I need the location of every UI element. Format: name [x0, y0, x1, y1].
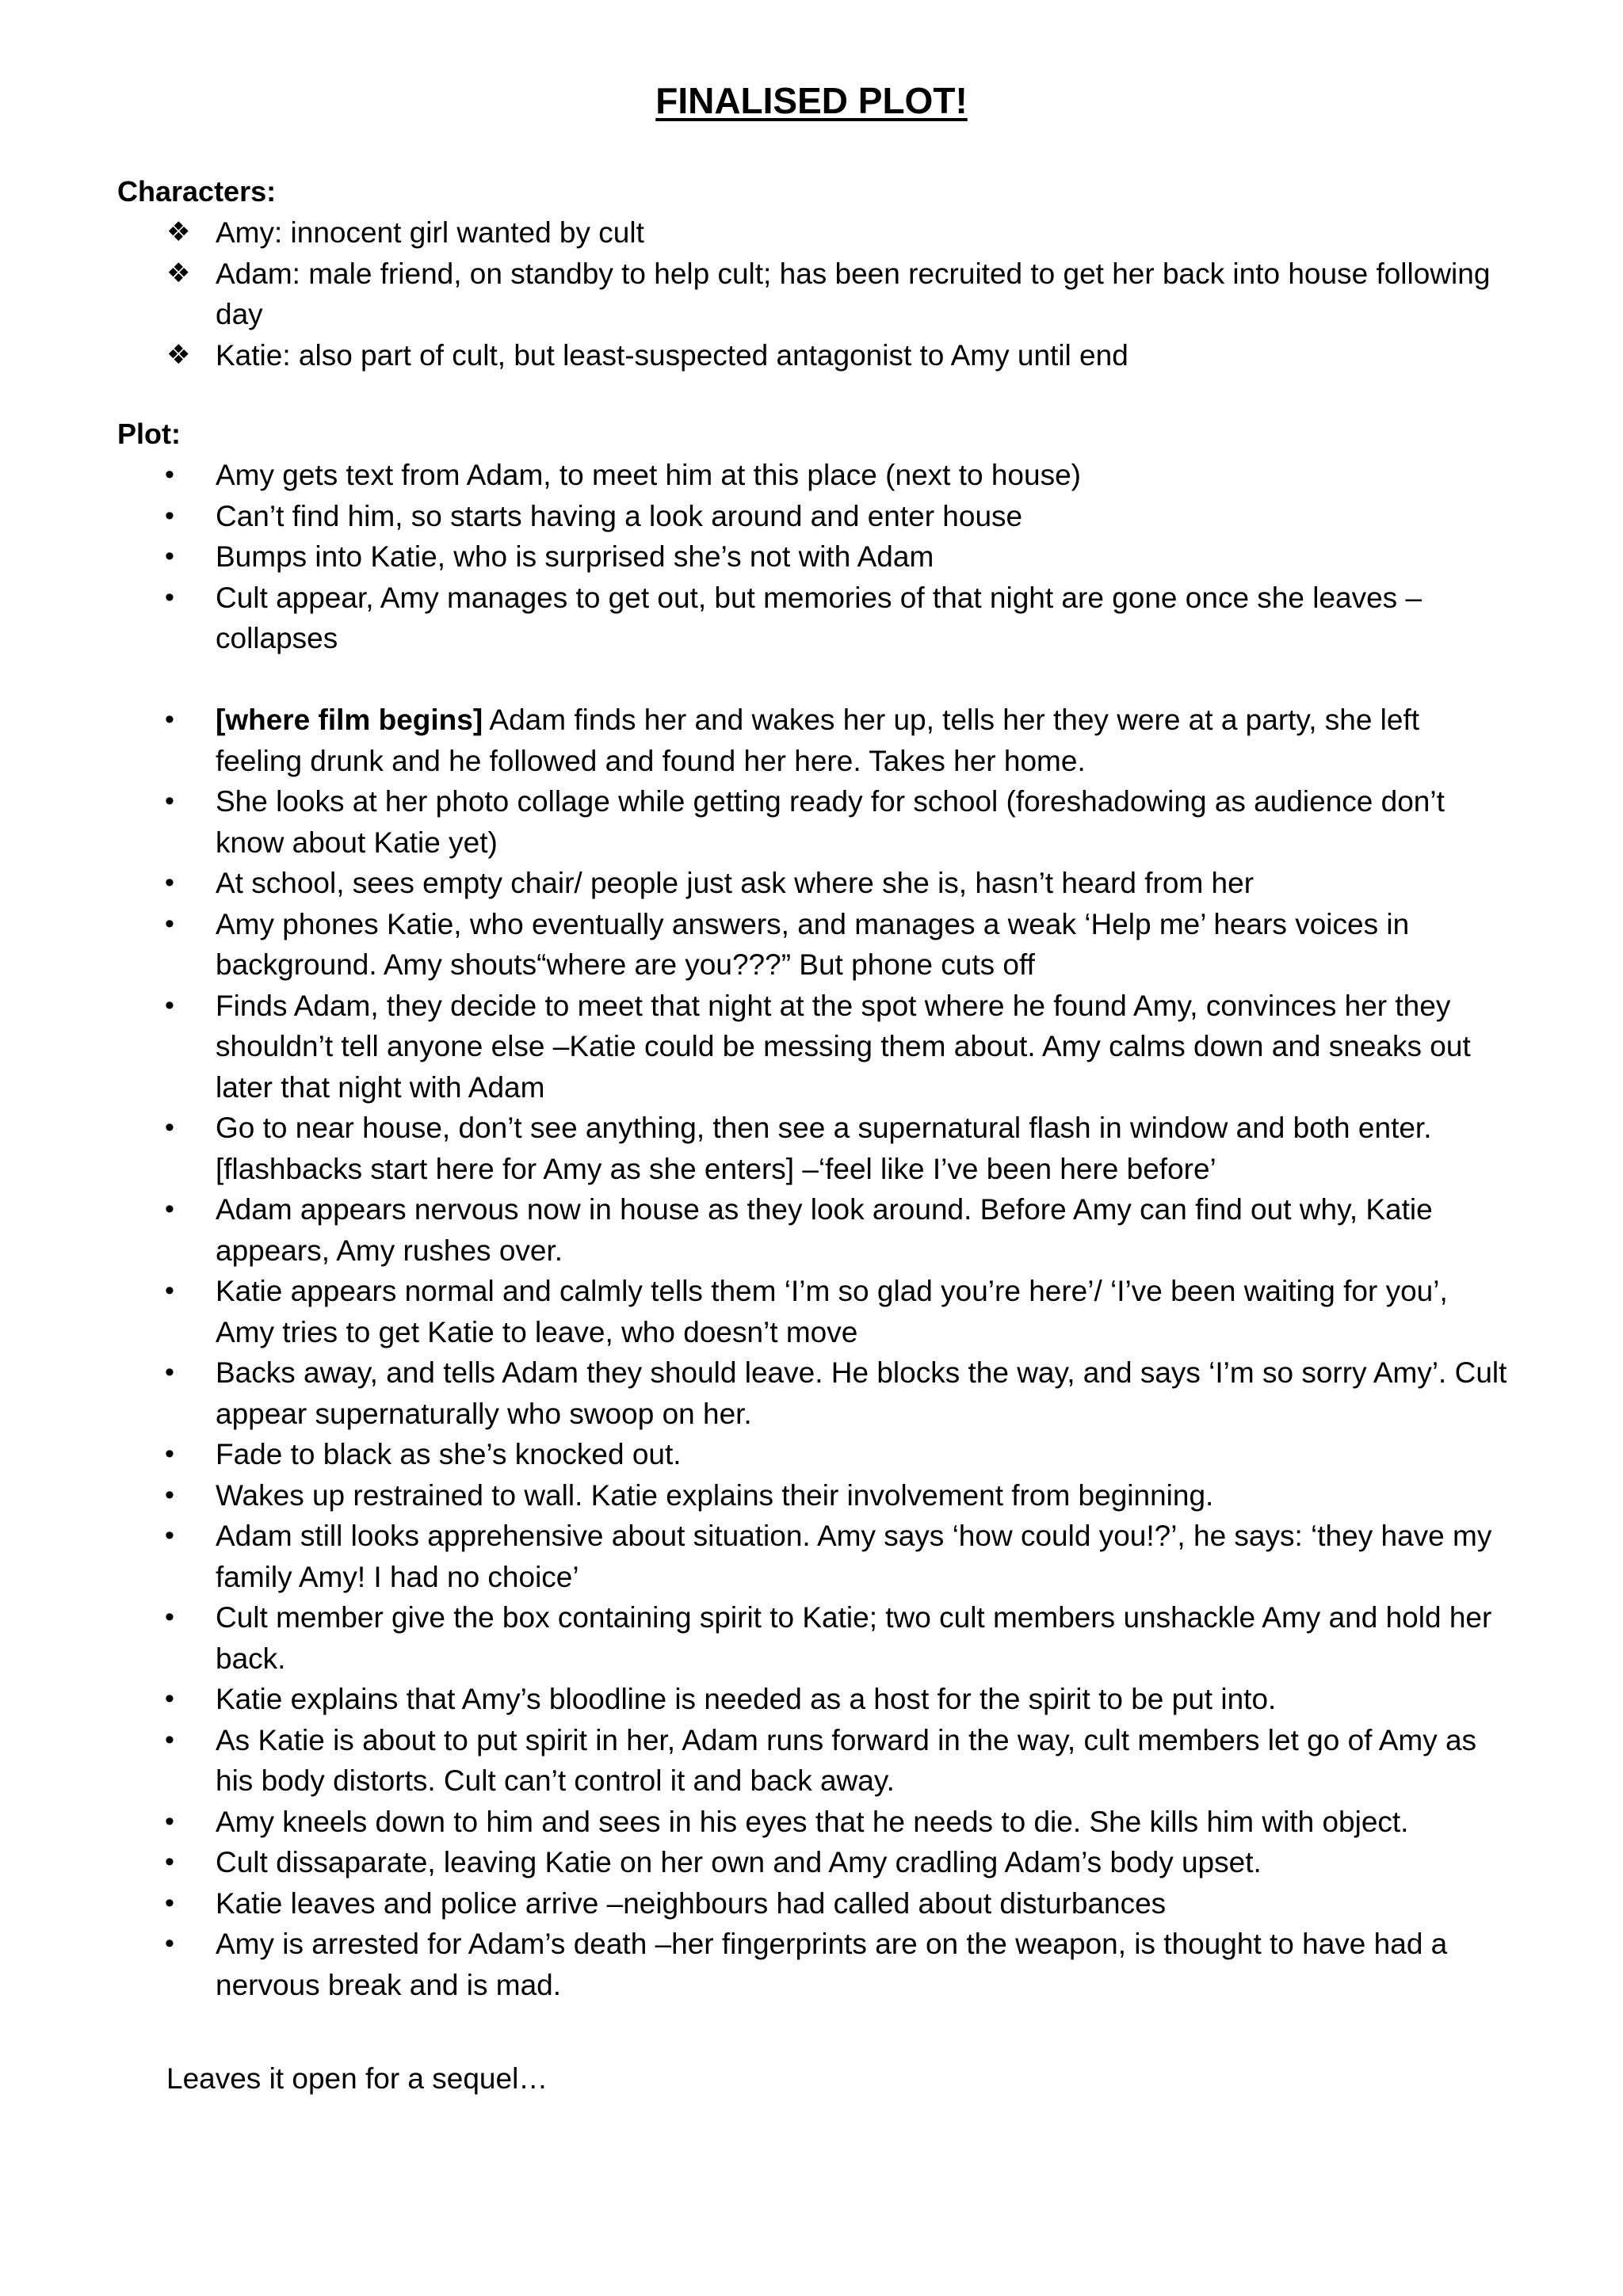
plot-item-text: Can’t find him, so starts having a look around and enter house [216, 499, 1023, 532]
plot-heading: Plot: [117, 418, 181, 450]
list-item [117, 863, 1512, 904]
bullet-icon: • [165, 1887, 174, 1918]
plot-item-text: Go to near house, don’t see anything, then see a supernatural flash in window and both enter. [flashbacks start here for Amy as she enters] –‘feel like I’ve been here before’ [216, 1112, 1432, 1185]
diamond-bullet-icon: ❖ [166, 257, 191, 288]
list-item [117, 1434, 1512, 1475]
plot-item-text: She looks at her photo collage while getting ready for school (foreshadowing as audience don’t know about Katie yet) [216, 785, 1445, 859]
list-item [117, 1189, 1512, 1271]
bullet-icon: • [165, 786, 174, 816]
list-item [117, 1271, 1512, 1352]
plot-item-text: Bumps into Katie, who is surprised she’s not with Adam [216, 540, 934, 573]
bullet-icon: • [165, 541, 174, 571]
list-item [117, 455, 1512, 496]
bullet-icon: • [165, 1806, 174, 1836]
plot-item-text: Adam appears nervous now in house as they look around. Before Amy can find out why, Katie appears, Amy rushes over. [216, 1193, 1433, 1267]
bullet-icon: • [165, 1112, 174, 1142]
list-item [117, 1720, 1512, 1802]
bullet-icon: • [165, 1357, 174, 1387]
list-item [117, 904, 1512, 986]
bullet-icon: • [165, 990, 174, 1020]
character-katie: Katie: also part of cult, but least-suspected antagonist to Amy until end [216, 338, 1128, 372]
list-item [117, 1802, 1512, 1843]
plot-item-text: Katie leaves and police arrive –neighbours had called about disturbances [216, 1886, 1167, 1920]
bullet-icon: • [165, 1928, 174, 1958]
diamond-bullet-icon: ❖ [166, 339, 191, 370]
bullet-icon: • [165, 1602, 174, 1632]
characters-list [117, 212, 1512, 376]
bullet-icon: • [165, 1847, 174, 1877]
list-item [117, 1842, 1512, 1883]
plot-item-text: Katie explains that Amy’s bloodline is needed as a host for the spirit to be put into. [216, 1683, 1277, 1715]
plot-list [117, 455, 1512, 2005]
character-adam: Adam: male friend, on standby to help cult; has been recruited to get her back into house following day [216, 257, 1491, 330]
plot-item-text: Amy gets text from Adam, to meet him at this place (next to house) [216, 459, 1081, 491]
list-item [117, 212, 1512, 254]
bullet-icon: • [165, 1439, 174, 1469]
plot-item-text: Backs away, and tells Adam they should leave. He blocks the way, and says ‘I’m so sorry Amy’. Cult appear supernaturally who swoop on her. [216, 1356, 1507, 1430]
list-item [117, 578, 1512, 659]
plot-item-text: Finds Adam, they decide to meet that night at the spot where he found Amy, convinces her they shouldn’t tell anyone else –Katie could be messing them about. Amy calms down and sneaks out later that night with Adam [216, 989, 1471, 1104]
bullet-icon: • [165, 1520, 174, 1550]
closing-line: Leaves it open for a sequel… [166, 2062, 548, 2095]
list-item [117, 1883, 1512, 1924]
bullet-icon: • [165, 1194, 174, 1224]
list-item [117, 986, 1512, 1108]
list-item [117, 335, 1512, 376]
list-item [117, 700, 1512, 781]
plot-item-text: Amy is arrested for Adam’s death –her fingerprints are on the weapon, is thought to have had a nervous break and is mad. [216, 1928, 1448, 2001]
bullet-icon: • [165, 500, 174, 531]
film-begins-label: [where film begins] [216, 704, 483, 736]
list-item [117, 496, 1512, 537]
list-item [117, 1475, 1512, 1516]
plot-item-text: Amy kneels down to him and sees in his eyes that he needs to die. She kills him with object. [216, 1805, 1409, 1838]
list-item [117, 1679, 1512, 1720]
characters-heading: Characters: [117, 175, 277, 208]
list-item [117, 1352, 1512, 1434]
plot-item-text: Amy phones Katie, who eventually answers, and manages a weak ‘Help me’ hears voices in background. Amy shouts“where are you???” But phone cuts off [216, 907, 1410, 981]
bullet-icon: • [165, 1684, 174, 1714]
diamond-bullet-icon: ❖ [166, 217, 191, 247]
page-title: FINALISED PLOT! [655, 80, 968, 121]
plot-item-text: Adam still looks apprehensive about situation. Amy says ‘how could you!?’, he says: ‘they have my family Amy! I had no choice’ [216, 1520, 1492, 1593]
plot-item-text: Fade to black as she’s knocked out. [216, 1438, 682, 1470]
plot-item-text: As Katie is about to put spirit in her, Adam runs forward in the way, cult members let go of Amy as his body distorts. Cult can’t control it and back away. [216, 1723, 1477, 1797]
bullet-icon: • [165, 1724, 174, 1755]
list-item [117, 781, 1512, 863]
plot-item-text: Adam finds her and wakes her up, tells her they were at a party, she left feeling drunk and he followed and found her here. Takes her home. [216, 704, 1420, 777]
list-item [117, 536, 1512, 578]
list-item [117, 254, 1512, 335]
list-item [117, 1516, 1512, 1597]
character-amy: Amy: innocent girl wanted by cult [216, 216, 644, 249]
plot-item-text: Cult dissaparate, leaving Katie on her own and Amy cradling Adam’s body upset. [216, 1846, 1262, 1878]
plot-item-text: At school, sees empty chair/ people just ask where she is, hasn’t heard from her [216, 867, 1254, 899]
plot-item-text: Wakes up restrained to wall. Katie explains their involvement from beginning. [216, 1478, 1214, 1512]
bullet-icon: • [165, 868, 174, 898]
bullet-icon: • [165, 1479, 174, 1510]
bullet-icon: • [165, 1276, 174, 1306]
bullet-icon: • [165, 460, 174, 490]
bullet-icon: • [165, 704, 174, 734]
plot-item-text: Cult member give the box containing spirit to Katie; two cult members unshackle Amy and hold her back. [216, 1601, 1492, 1675]
plot-item-text: Cult appear, Amy manages to get out, but memories of that night are gone once she leaves – collapses [216, 581, 1423, 654]
list-item [117, 1924, 1512, 2005]
list-item [117, 1108, 1512, 1189]
bullet-icon: • [165, 582, 174, 612]
bullet-icon: • [165, 908, 174, 939]
plot-item-text: Katie appears normal and calmly tells them ‘I’m so glad you’re here’/ ‘I’ve been waiting for you’, Amy tries to get Katie to leave, who doesn’t move [216, 1275, 1448, 1348]
list-item [117, 1597, 1512, 1679]
